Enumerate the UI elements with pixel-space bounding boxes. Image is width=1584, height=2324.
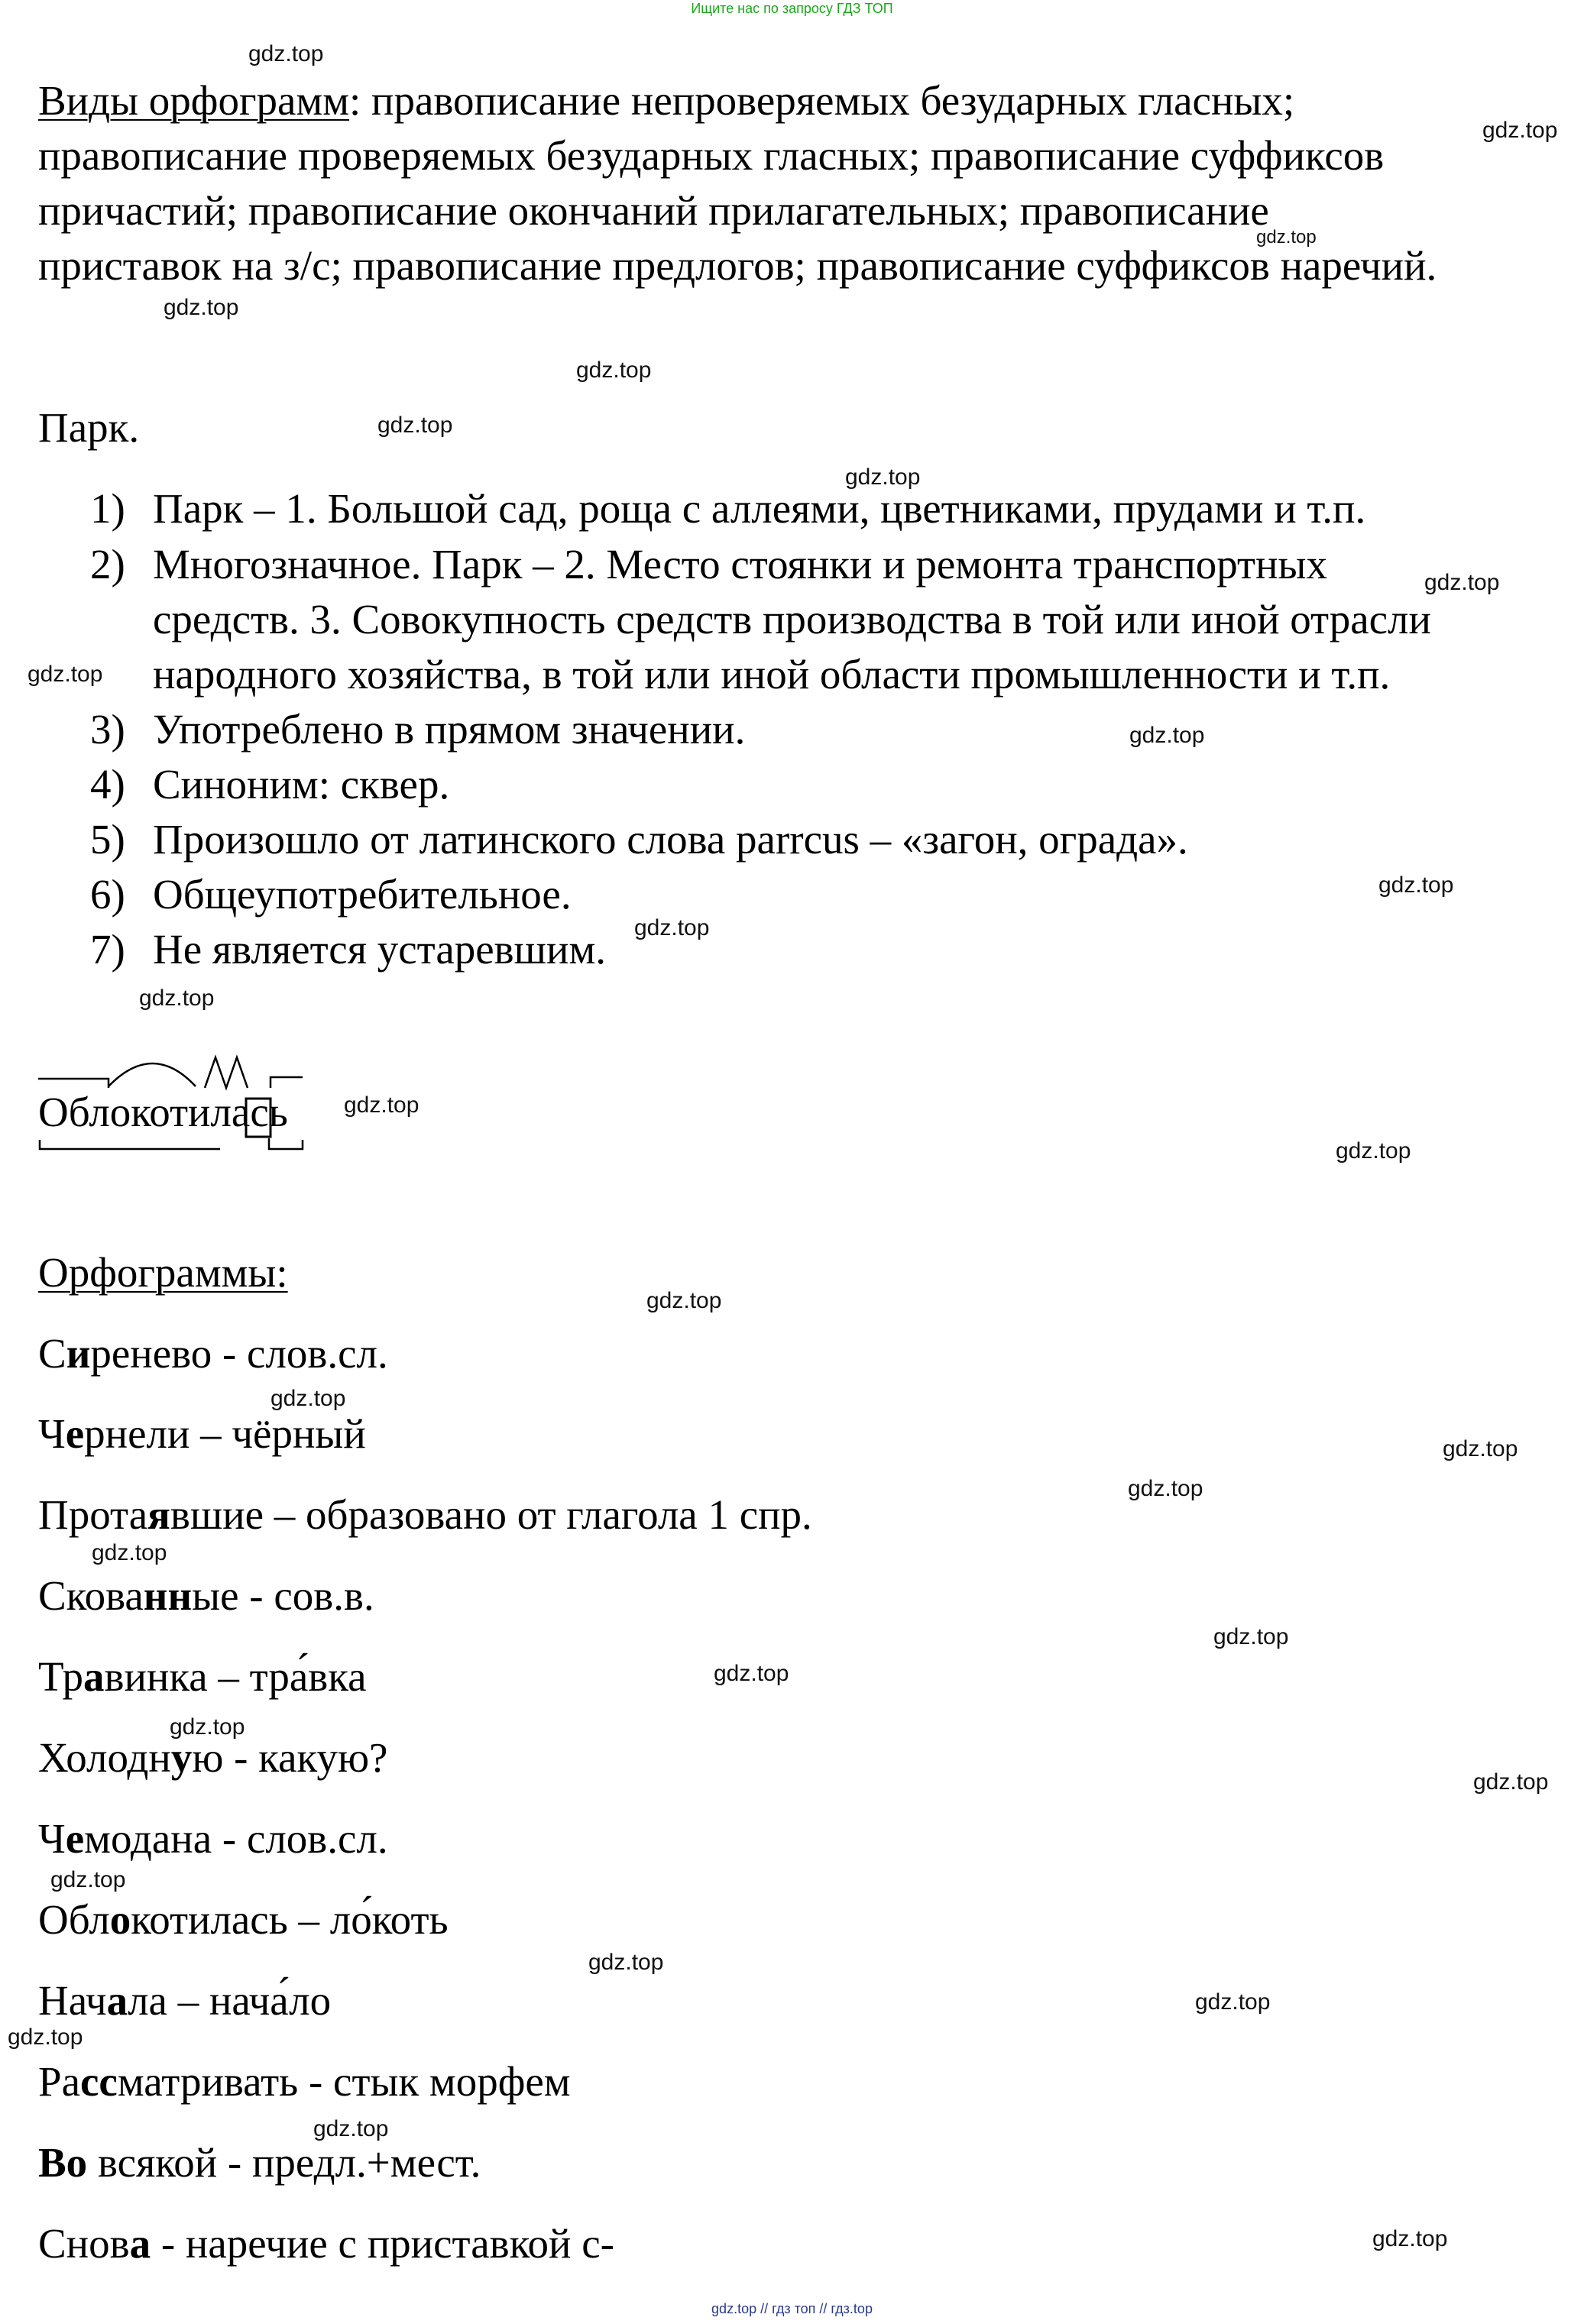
suffix-mark [205,1057,248,1088]
watermark: gdz.top [377,413,453,438]
spelling-types-label: Виды орфограмм [38,77,350,124]
watermark: gdz.top [1424,570,1500,595]
watermark: gdz.top [1443,1436,1518,1461]
watermark: gdz.top [646,1288,722,1313]
orthogram-row: Рассматривать - стык морфем [38,2058,571,2105]
watermark: gdz.top [1482,118,1558,143]
orthogram-row: Облокотилась – ло́коть [38,1896,449,1943]
orthograms-title: Орфограммы: [38,1249,288,1296]
watermark: gdz.top [1336,1138,1411,1164]
stem-underline [40,1140,220,1149]
footer-links[interactable]: gdz.top // гдз топ // гдз.top [711,2301,873,2316]
watermark: gdz.top [1129,723,1205,748]
morpheme-word: Облокотилась [38,1089,288,1135]
orthogram-row: Начала – нача́ло [38,1977,332,2024]
watermark: gdz.top [1378,872,1454,898]
list-item: 1) Парк – 1. Большой сад, роща с аллеями, цветниками, прудами и т.п. [90,485,1366,532]
watermark: gdz.top [313,2116,389,2141]
watermark: gdz.top [344,1092,419,1118]
list-item: 7) Не является устаревшим. [90,926,606,973]
list-item-continuation: народного хозяйства, в той или иной области промышленности и т.п. [153,651,1391,698]
list-item: 5) Произошло от латинского слова parrcus – «загон, ограда». [90,816,1188,863]
watermark: gdz.top [50,1867,126,1892]
ending-letter: а [231,1089,251,1135]
watermark: gdz.top [714,1661,789,1686]
stem-underline-tail [269,1138,303,1149]
watermark: gdz.top [248,41,324,66]
orthogram-row: Протаявшие – образовано от глагола 1 спр. [38,1491,812,1538]
watermark: gdz.top [634,915,710,940]
watermark: gdz.top [1372,2226,1448,2251]
watermark: gdz.top [28,662,103,687]
orthogram-row: Скованные - сов.в. [38,1572,374,1619]
orthogram-row: Чернели – чёрный [38,1410,366,1457]
orthogram-row: Чемодана - слов.сл. [38,1815,388,1862]
watermark: gdz.top [1195,1989,1271,2015]
orthogram-row: Сиренево - слов.сл. [38,1330,388,1377]
watermark: gdz.top [164,295,239,320]
watermark: gdz.top [92,1540,167,1565]
watermark: gdz.top [576,358,652,383]
park-title: Парк. [38,404,140,451]
watermark: gdz.top [170,1714,245,1740]
list-item: 3) Употреблено в прямом значении. [90,706,746,753]
watermark: gdz.top [1473,1769,1549,1795]
watermark: gdz.top [270,1386,346,1411]
list-item: 2) Многозначное. Парк – 2. Место стоянки и ремонта транспортных [90,541,1327,587]
spelling-types-line-1: Виды орфограмм: правописание непроверяемых безударных гласных; [38,77,1295,124]
list-item: 6) Общеупотребительное. [90,871,572,918]
orthogram-row: Снова - наречие с приставкой с- [38,2220,614,2267]
orthogram-row: Травинка – тра́вка [38,1653,367,1700]
spelling-types-line-3: причастий; правописание окончаний прилагательных; правописание [38,187,1269,234]
watermark: gdz.top [588,1950,664,1975]
watermark: gdz.top [845,464,921,490]
spelling-types-line-2: правописание проверяемых безударных гласных; правописание суффиксов [38,132,1385,179]
watermark: gdz.top [8,2025,83,2050]
list-item-continuation: средств. 3. Совокупность средств производства в той или иной отрасли [153,596,1431,642]
orthogram-row: Во всякой - предл.+мест. [38,2139,481,2186]
top-banner[interactable]: Ищите нас по запросу ГДЗ ТОП [691,1,893,16]
root-arc [109,1063,196,1086]
watermark: gdz.top [1256,227,1317,248]
orthogram-row: Холодную - какую? [38,1734,388,1781]
list-item: 4) Синоним: сквер. [90,761,450,808]
watermark: gdz.top [1213,1624,1289,1649]
spelling-types-line-4: приставок на з/с; правописание предлогов; правописание суффиксов наречий. [38,242,1437,289]
watermark: gdz.top [1128,1476,1203,1501]
watermark: gdz.top [139,986,215,1011]
